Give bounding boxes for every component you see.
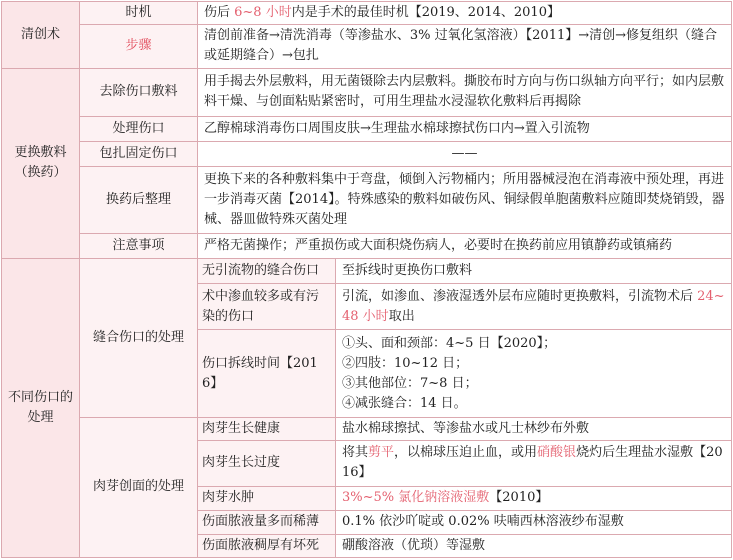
row-label: 包扎固定伤口 [80,142,198,167]
table-row [2,142,732,167]
list-item: ②四肢：10~12 日； [342,355,469,371]
list-item: ①头、面和颈部：4~5 日【2020】； [342,335,557,351]
row-value: 至拆线时更换伤口敷料 [336,259,732,284]
list-item: ③其他部位：7~8 日； [342,375,478,391]
list-item: ④减张缝合：14 日。 [342,395,467,411]
row-label-timing: 时机 [80,2,198,25]
row-value: 严格无菌操作；严重损伤或大面积烧伤病人，必要时在换药前应用镇静药或镇痛药 [198,233,732,258]
row-value-timing: 伤后 6~8 小时内是手术的最佳时机【2019、2014、2010】 [198,2,732,25]
table-row [2,259,732,284]
row-label: 伤面脓液量多而稀薄 [198,510,336,534]
row-label: 肉芽生长过度 [198,440,336,486]
subsection-label-granulation: 肉芽创面的处理 [80,417,198,557]
row-value: 盐水棉球擦拭、等渗盐水或凡士林纱布外敷 [336,417,732,440]
table-row [2,2,732,25]
row-value-suture-removal [336,330,732,418]
row-value-dash: —— [198,142,732,167]
row-value: 3%~5% 氯化钠溶液湿敷【2010】 [336,486,732,510]
table-row [2,116,732,141]
row-label: 换药后整理 [80,167,198,234]
row-value: 更换下来的各种敷料集中于弯盘，倾倒入污物桶内；所用器械浸泡在消毒液中预处理，再进一步消毒灭菌【2014】。特殊感染的敷料如破伤风、铜绿假单胞菌敷料应随即焚烧销毁，器械、器皿做特殊灭菌处理 [198,167,732,234]
row-label-steps: 步骤 [80,24,198,68]
table-row [2,167,732,234]
section-label-wound-types: 不同伤口的处理 [2,259,80,558]
row-value-steps: 清创前准备→清洗消毒（等渗盐水、3% 过氧化氢溶液）【2011】→清创→修复组织（缝合或延期缝合）→包扎 [198,24,732,68]
row-value: 硼酸溶液（优琐）等湿敷 [336,534,732,557]
row-value: 引流，如渗血、渗液湿透外层布应随时更换敷料，引流物术后 24~48 小时取出 [336,284,732,330]
section-label-debridement: 清创术 [2,2,80,69]
table-row [2,24,732,68]
subsection-label-sutured: 缝合伤口的处理 [80,259,198,418]
row-label-suture-removal: 伤口拆线时间【2016】 [198,330,336,418]
row-label: 肉芽生长健康 [198,417,336,440]
section-label-dressing-change: 更换敷料（换药） [2,68,80,258]
table-row [2,233,732,258]
row-value: 将其剪平，以棉球压迫止血，或用硝酸银烧灼后生理盐水湿敷【2016】 [336,440,732,486]
row-label: 术中渗血较多或有污染的伤口 [198,284,336,330]
table-row [2,68,732,116]
row-value: 0.1% 依沙吖啶或 0.02% 呋喃西林溶液纱布湿敷 [336,510,732,534]
row-value: 用手揭去外层敷料，用无菌镊除去内层敷料。撕胶布时方向与伤口纵轴方向平行；如内层敷料干燥、与创面粘贴紧密时，可用生理盐水浸湿软化敷料后再揭除 [198,68,732,116]
row-label: 注意事项 [80,233,198,258]
row-label: 伤面脓液稠厚有坏死 [198,534,336,557]
row-label: 处理伤口 [80,116,198,141]
row-label: 肉芽水肿 [198,486,336,510]
row-label: 去除伤口敷料 [80,68,198,116]
row-value: 乙醇棉球消毒伤口周围皮肤→生理盐水棉球擦拭伤口内→置入引流物 [198,116,732,141]
wound-care-table [1,1,732,558]
table-row [2,417,732,440]
row-label: 无引流物的缝合伤口 [198,259,336,284]
